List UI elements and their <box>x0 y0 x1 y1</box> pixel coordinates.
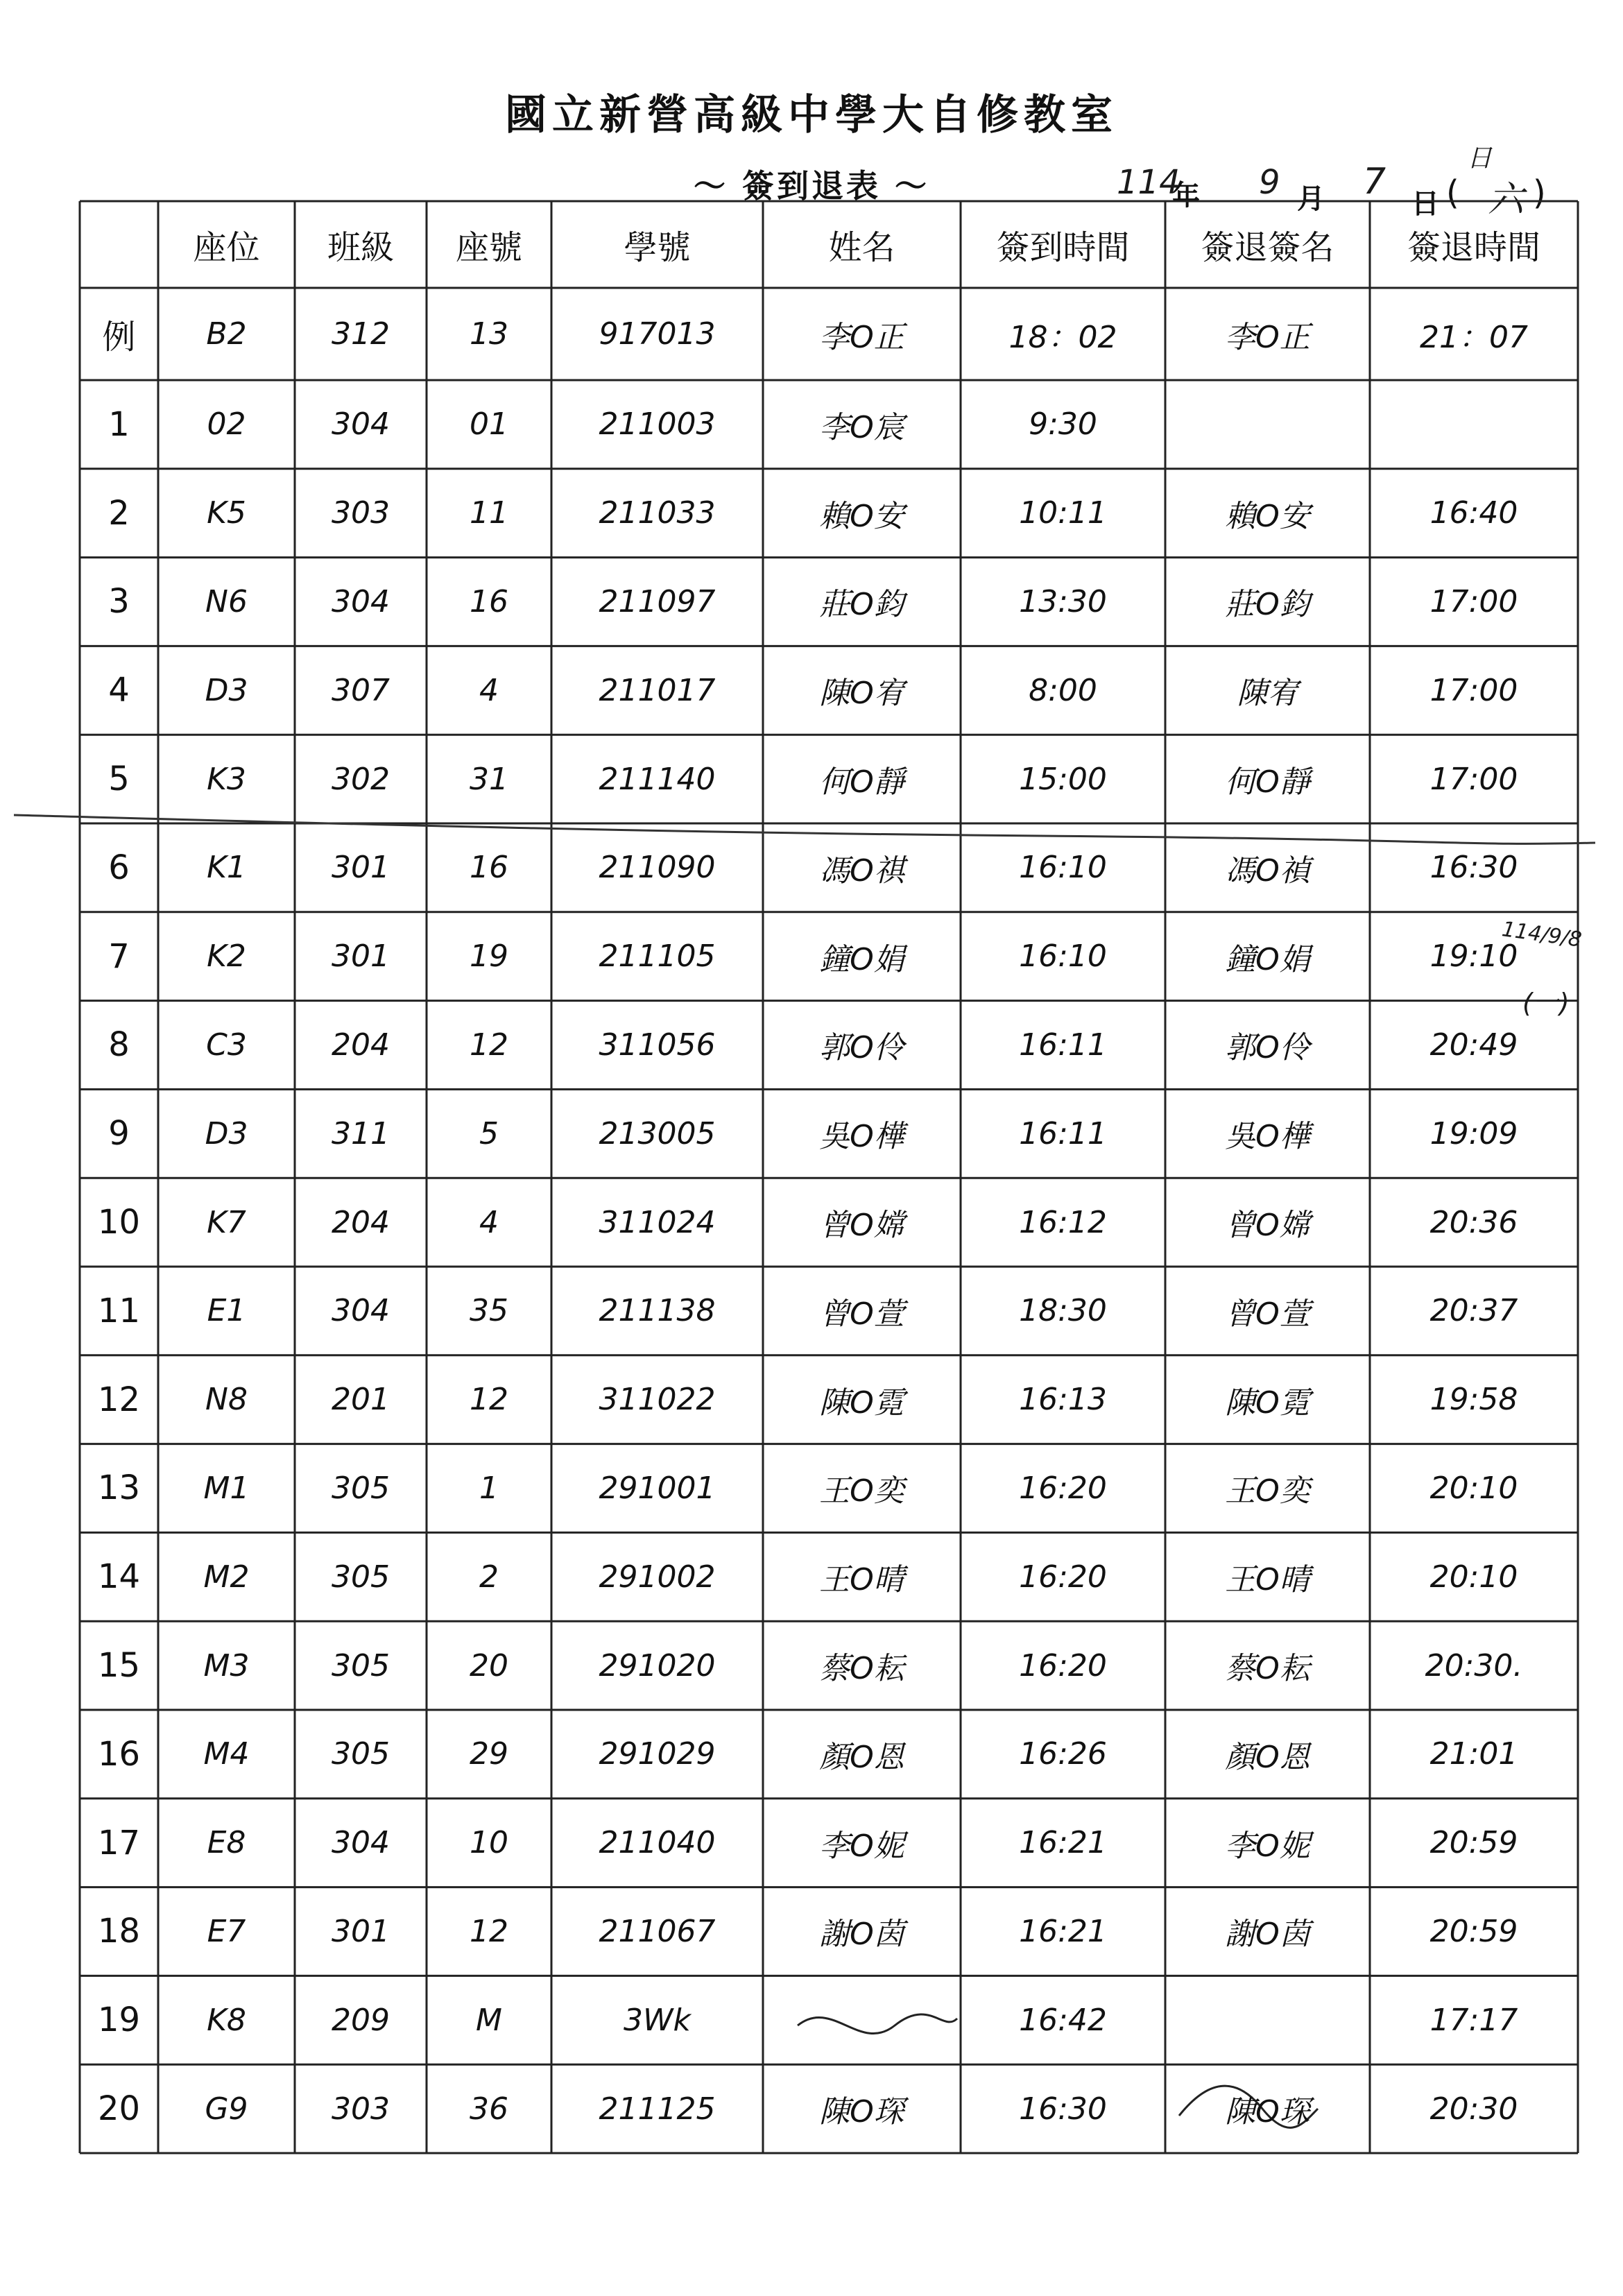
row-signout-signature: 陳O霓 <box>1225 1385 1310 1421</box>
row-signout-signature: 王O奕 <box>1225 1473 1310 1509</box>
row-signout-signature: 莊O鈞 <box>1225 587 1310 623</box>
row-seat-number: 12 <box>470 1913 508 1949</box>
date-weekday-note: 日 <box>1467 144 1493 173</box>
example-row-label: 例 <box>102 318 136 357</box>
row-number: 11 <box>97 1291 141 1330</box>
row-seat: K5 <box>207 495 246 531</box>
row-signout-time: 20:10 <box>1429 1559 1518 1595</box>
row-seat: M4 <box>203 1736 250 1772</box>
row-class: 305 <box>332 1470 390 1506</box>
row-seat-number: 16 <box>470 583 508 619</box>
row-seat-number: 12 <box>470 1027 508 1063</box>
row-student-id: 291001 <box>599 1470 716 1506</box>
row-class: 304 <box>332 406 390 443</box>
row-name: 蔡O耘 <box>819 1651 904 1687</box>
row-signout-time: 17:00 <box>1429 761 1518 797</box>
row-signout-signature: 何O靜 <box>1225 764 1310 800</box>
row-number: 17 <box>97 1823 141 1862</box>
date-paren-open: ( <box>1446 173 1459 212</box>
row-seat: E7 <box>207 1913 246 1949</box>
row-class: 304 <box>332 1293 390 1329</box>
row-signin-time: 8:00 <box>1029 672 1097 708</box>
header-signout-signature: 簽退簽名 <box>1201 228 1334 267</box>
date-month: 9 <box>1259 163 1280 202</box>
row-seat-number: 4 <box>479 672 499 708</box>
row-signout-time: 17:00 <box>1429 672 1518 708</box>
row-seat: K1 <box>207 850 246 886</box>
date-day: 7 <box>1363 161 1386 203</box>
row-name: 陳O霓 <box>819 1385 904 1421</box>
row-class: 303 <box>332 2091 390 2127</box>
row-number: 19 <box>97 2001 141 2040</box>
row-signout-time: 20:30. <box>1425 1647 1523 1684</box>
row-signout-time: 17:00 <box>1429 583 1518 619</box>
margin-note-weekday: (一) <box>1522 988 1570 1018</box>
row-signout-signature: 李O妮 <box>1225 1828 1310 1864</box>
header-seat-number: 座號 <box>455 228 522 267</box>
row-signout-signature: 曾O嫦 <box>1225 1208 1310 1244</box>
row-seat-number: M <box>476 2002 502 2038</box>
row-class: 301 <box>332 850 390 886</box>
row-number: 9 <box>108 1114 130 1154</box>
row-name: 陳O宥 <box>819 676 904 712</box>
example-signout-time: 21：07 <box>1420 319 1528 355</box>
row-student-id: 211090 <box>599 850 716 886</box>
row-seat-number: 11 <box>470 495 508 531</box>
row-name: 鐘O娟 <box>819 941 904 977</box>
row-signin-time: 16:21 <box>1019 1913 1107 1949</box>
row-signin-time: 10:11 <box>1019 495 1107 531</box>
example-class: 312 <box>332 316 390 352</box>
row-name: 馮O祺 <box>819 853 904 889</box>
row-signout-time: 16:30 <box>1429 850 1518 886</box>
row-seat-number: 16 <box>470 850 508 886</box>
row-seat-number: 19 <box>470 939 508 975</box>
row-signout-signature: 曾O萱 <box>1225 1296 1310 1332</box>
row-name: 曾O嫦 <box>819 1208 904 1244</box>
row-class: 204 <box>332 1204 390 1240</box>
row-signout-signature: 馮O禎 <box>1225 853 1310 889</box>
row-signout-time: 19:09 <box>1429 1115 1518 1151</box>
row-signin-time: 16:20 <box>1019 1647 1107 1684</box>
row-signin-time: 9:30 <box>1029 406 1097 443</box>
header-signin-time: 簽到時間 <box>996 228 1130 267</box>
row-student-id: 211040 <box>599 1825 716 1861</box>
row-signout-time: 20:10 <box>1429 1470 1518 1506</box>
row-student-id: 211105 <box>599 939 716 975</box>
row-signin-time: 16:20 <box>1019 1559 1107 1595</box>
header-seat: 座位 <box>193 228 260 267</box>
row-number: 16 <box>97 1734 141 1774</box>
row-name: 曾O萱 <box>819 1296 904 1332</box>
row-class: 209 <box>332 2002 390 2038</box>
row-student-id: 311022 <box>599 1382 716 1418</box>
row-signout-time: 19:10 <box>1429 939 1518 975</box>
date-weekday: 六 <box>1488 179 1525 221</box>
row-number: 4 <box>108 671 130 710</box>
row-seat: 02 <box>207 406 246 443</box>
row-class: 305 <box>332 1559 390 1595</box>
row-signin-time: 16:13 <box>1019 1382 1107 1418</box>
row-seat: D3 <box>205 672 248 708</box>
row-student-id: 211067 <box>599 1913 716 1949</box>
row-signout-signature: 顏O恩 <box>1225 1739 1310 1775</box>
row-signin-time: 16:21 <box>1019 1825 1107 1861</box>
row-student-id: 211033 <box>599 495 716 531</box>
row-number: 6 <box>108 848 130 887</box>
row-name: 吳O樺 <box>819 1119 904 1155</box>
row-class: 301 <box>332 939 390 975</box>
row-signin-time: 18:30 <box>1019 1293 1107 1329</box>
row-number: 5 <box>108 760 130 799</box>
row-signout-time: 20:59 <box>1429 1825 1518 1861</box>
row-signin-time: 16:26 <box>1019 1736 1107 1772</box>
row-seat: M2 <box>203 1559 250 1595</box>
row-signin-time: 16:30 <box>1019 2091 1107 2127</box>
date-paren-close: ) <box>1533 173 1546 212</box>
row-number: 2 <box>108 493 130 533</box>
row-name <box>763 1976 961 2064</box>
row-class: 305 <box>332 1736 390 1772</box>
row-seat: D3 <box>205 1115 248 1151</box>
row-seat: G9 <box>205 2091 248 2127</box>
date-year: 114 <box>1117 163 1180 202</box>
row-seat-number: 2 <box>479 1559 499 1595</box>
row-student-id: 211097 <box>599 583 716 619</box>
row-class: 303 <box>332 495 390 531</box>
row-signout-time: 20:49 <box>1429 1027 1518 1063</box>
row-seat: K7 <box>207 1204 246 1240</box>
row-signout-signature: 蔡O耘 <box>1225 1651 1310 1687</box>
row-signout-signature: 賴O安 <box>1225 498 1310 534</box>
row-number: 3 <box>108 582 130 622</box>
example-signout-signature: 李O正 <box>1225 319 1310 355</box>
row-class: 304 <box>332 583 390 619</box>
row-seat: M1 <box>203 1470 250 1506</box>
row-class: 307 <box>332 672 390 708</box>
row-number: 12 <box>97 1380 141 1419</box>
row-number: 13 <box>97 1468 141 1508</box>
row-seat-number: 36 <box>470 2091 508 2127</box>
row-number: 7 <box>108 936 130 976</box>
row-seat: N8 <box>205 1382 248 1418</box>
row-name: 何O靜 <box>819 764 904 800</box>
row-signin-time: 16:42 <box>1019 2002 1107 2038</box>
header-student-id: 學號 <box>624 228 691 267</box>
row-seat-number: 5 <box>479 1115 499 1151</box>
example-seat: B2 <box>206 316 247 352</box>
row-name: 王O晴 <box>819 1562 904 1598</box>
row-name: 王O奕 <box>819 1473 904 1509</box>
row-seat-number: 20 <box>470 1647 508 1684</box>
row-student-id: 311056 <box>599 1027 716 1063</box>
example-name: 李O正 <box>819 319 904 355</box>
row-class: 304 <box>332 1825 390 1861</box>
margin-note-date: 114/9/8 <box>1500 917 1583 952</box>
row-seat: E8 <box>207 1825 246 1861</box>
row-signin-time: 16:11 <box>1019 1115 1107 1151</box>
row-seat-number: 10 <box>470 1825 508 1861</box>
example-seat-number: 13 <box>470 316 508 352</box>
row-number: 10 <box>97 1203 141 1242</box>
example-signin-time: 18：02 <box>1008 319 1117 355</box>
row-seat-number: 4 <box>479 1204 499 1240</box>
row-signout-signature: 謝O茵 <box>1225 1917 1310 1953</box>
row-seat-number: 35 <box>470 1293 508 1329</box>
row-signout-signature: 王O晴 <box>1225 1562 1310 1598</box>
row-number: 20 <box>97 2089 141 2129</box>
row-signin-time: 16:20 <box>1019 1470 1107 1506</box>
row-signin-time: 13:30 <box>1019 583 1107 619</box>
row-seat: E1 <box>207 1293 246 1329</box>
row-signout-time: 20:37 <box>1429 1293 1518 1329</box>
row-signin-time: 16:10 <box>1019 850 1107 886</box>
date-year-label: 年 <box>1172 179 1200 212</box>
row-name: 李O宸 <box>819 409 904 445</box>
row-seat: M3 <box>203 1647 250 1684</box>
row-number: 8 <box>108 1025 130 1065</box>
row-number: 18 <box>97 1912 141 1951</box>
row-student-id: 311024 <box>599 1204 716 1240</box>
row-seat: K2 <box>207 939 246 975</box>
row-signin-time: 16:11 <box>1019 1027 1107 1063</box>
row-student-id: 213005 <box>599 1115 716 1151</box>
row-seat-number: 31 <box>470 761 508 797</box>
row-signin-time: 16:10 <box>1019 939 1107 975</box>
row-signout-time <box>1370 380 1578 469</box>
row-signout-time: 20:36 <box>1429 1204 1518 1240</box>
row-seat-number: 12 <box>470 1382 508 1418</box>
row-name: 賴O安 <box>819 498 904 534</box>
row-class: 311 <box>332 1115 390 1151</box>
date-month-label: 月 <box>1297 182 1325 215</box>
row-student-id: 291002 <box>599 1559 716 1595</box>
row-signout-time: 17:17 <box>1429 2002 1518 2038</box>
header-class: 班級 <box>327 228 394 267</box>
header-signout-time: 簽退時間 <box>1407 228 1540 267</box>
row-seat-number: 29 <box>470 1736 508 1772</box>
row-student-id: 291029 <box>599 1736 716 1772</box>
row-class: 201 <box>332 1382 390 1418</box>
row-seat: N6 <box>205 583 248 619</box>
row-class: 301 <box>332 1913 390 1949</box>
row-class: 305 <box>332 1647 390 1684</box>
form-subtitle: ～ 簽到退表 ～ <box>694 167 930 205</box>
header-name: 姓名 <box>828 228 895 267</box>
row-class: 302 <box>332 761 390 797</box>
row-name: 顏O恩 <box>819 1739 904 1775</box>
date-day-label: 日 <box>1411 187 1439 220</box>
row-signout-signature: 郭O伶 <box>1225 1030 1310 1066</box>
row-student-id: 211140 <box>599 761 716 797</box>
row-signout-signature: 鐘O娟 <box>1225 941 1310 977</box>
row-signin-time: 15:00 <box>1019 761 1107 797</box>
row-seat: K3 <box>207 761 246 797</box>
row-seat: K8 <box>207 2002 246 2038</box>
row-signout-signature <box>1165 380 1370 469</box>
row-signout-time: 19:58 <box>1429 1382 1518 1418</box>
row-signout-time: 20:59 <box>1429 1913 1518 1949</box>
row-name: 陳O琛 <box>819 2094 904 2130</box>
example-student-id: 917013 <box>599 316 716 352</box>
row-number: 14 <box>97 1557 141 1597</box>
row-number: 1 <box>108 404 130 444</box>
row-name: 李O妮 <box>819 1828 904 1864</box>
row-student-id: 291020 <box>599 1647 716 1684</box>
row-name: 謝O茵 <box>819 1917 904 1953</box>
row-signout-time: 20:30 <box>1429 2091 1518 2127</box>
row-signout-signature: 陳宥 <box>1237 676 1298 712</box>
row-seat: C3 <box>206 1027 247 1063</box>
row-student-id: 211138 <box>599 1293 716 1329</box>
row-signout-time: 21:01 <box>1429 1736 1518 1772</box>
page-title: 國立新營高級中學大自修教室 <box>505 91 1118 139</box>
row-seat-number: 01 <box>470 406 508 443</box>
row-number: 15 <box>97 1646 141 1686</box>
row-student-id: 211017 <box>599 672 716 708</box>
row-student-id: 211003 <box>599 406 716 443</box>
row-signout-signature: 陳O琛 <box>1225 2094 1310 2130</box>
row-name: 莊O鈞 <box>819 587 904 623</box>
row-class: 204 <box>332 1027 390 1063</box>
row-student-id: 211125 <box>599 2091 716 2127</box>
row-signout-time: 16:40 <box>1429 495 1518 531</box>
row-name: 郭O伶 <box>819 1030 904 1066</box>
row-student-id: 3Wk <box>624 2002 691 2038</box>
row-signout-signature: 吳O樺 <box>1225 1119 1310 1155</box>
row-signout-signature <box>1165 1976 1370 2064</box>
row-seat-number: 1 <box>479 1470 499 1506</box>
row-signin-time: 16:12 <box>1019 1204 1107 1240</box>
